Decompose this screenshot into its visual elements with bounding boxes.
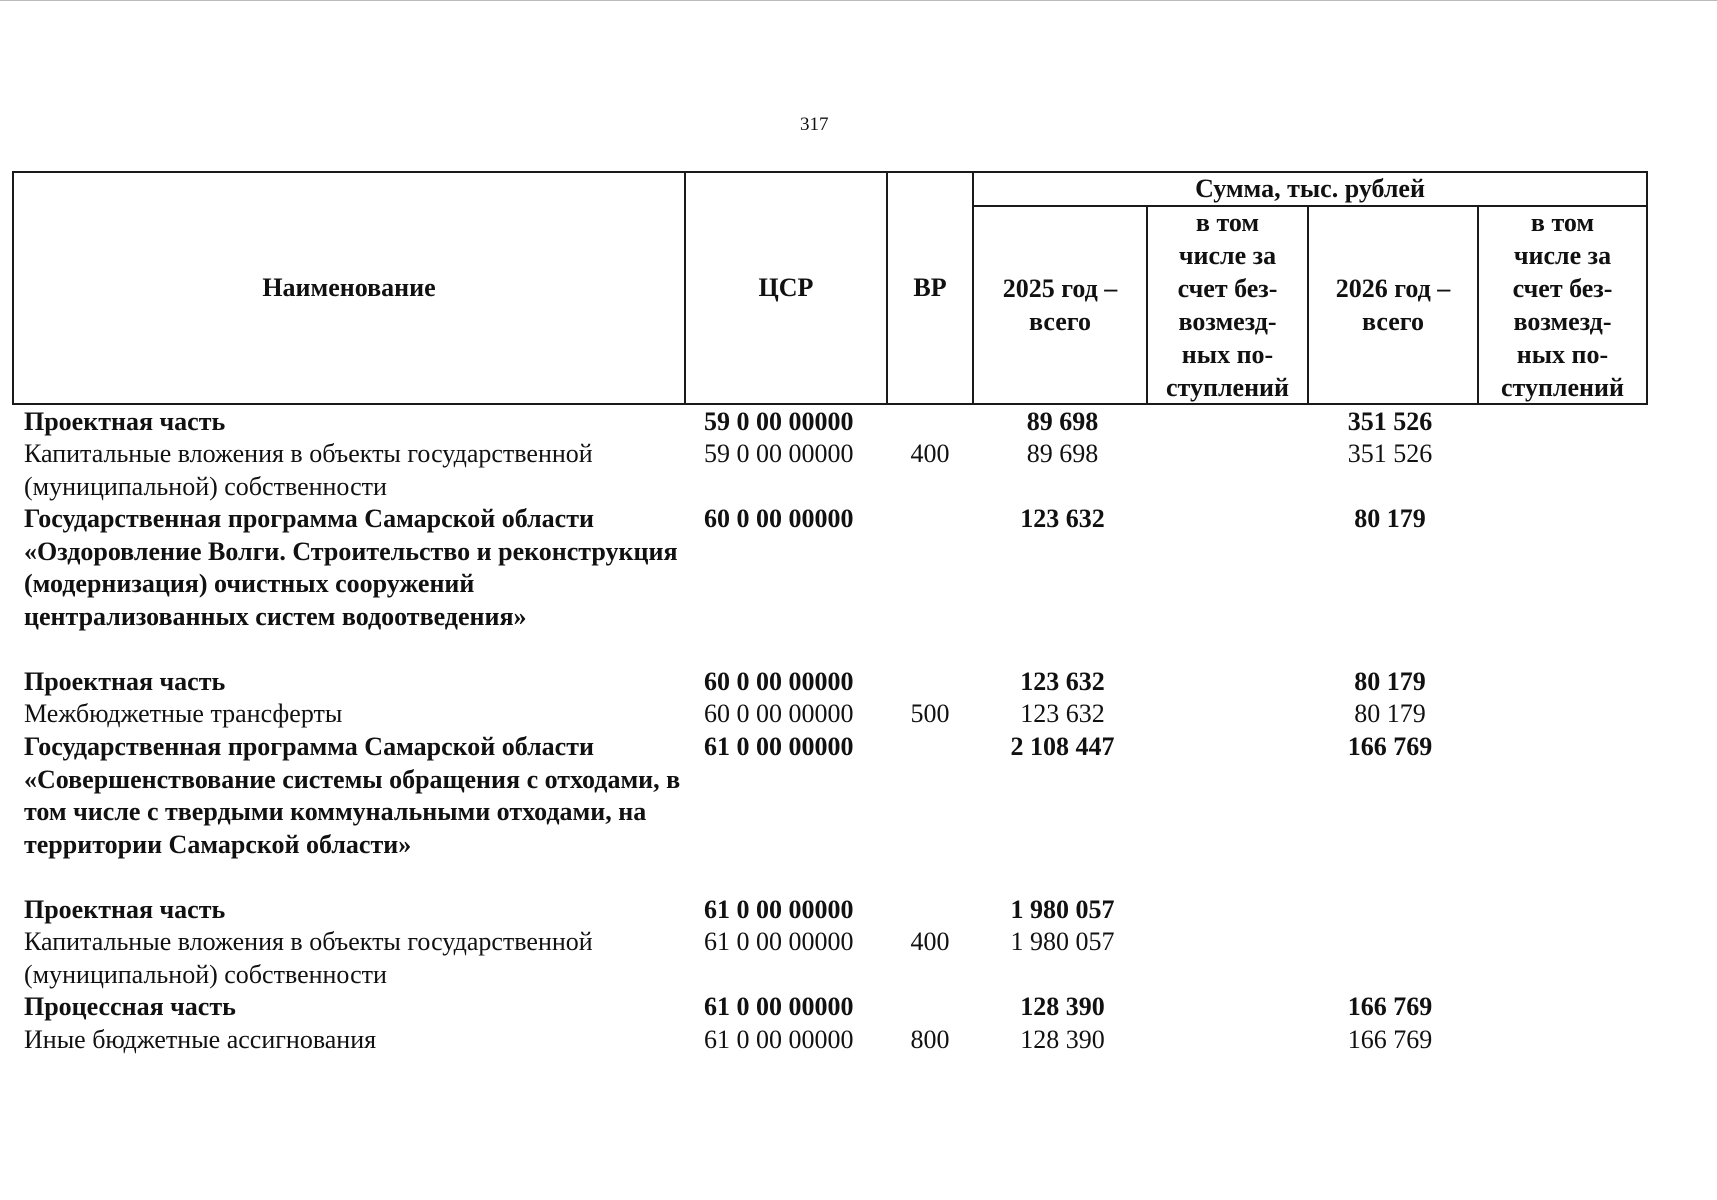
row-value-2026: 80 179 [1354,504,1426,533]
col-header-2025-total: 2025 год – всего [1002,274,1118,336]
col-header-sum-group: Сумма, тыс. рублей [1195,173,1425,203]
page-top-rule [0,0,1717,1]
col-header-csr: ЦСР [758,272,814,302]
row-value-2026: 166 769 [1347,1025,1433,1054]
row-value-2025: 89 698 [1026,439,1099,468]
row-value-2025: 123 632 [1020,667,1105,696]
row-csr: 60 0 00 00000 [704,667,854,696]
row-value-2025: 1 980 057 [1010,895,1115,924]
row-value-2026: 166 769 [1347,732,1433,761]
row-csr: 61 0 00 00000 [704,992,854,1021]
row-value-2025: 89 698 [1026,407,1099,436]
row-csr: 60 0 00 00000 [704,504,854,533]
row-vr: 800 [910,1025,950,1054]
row-csr: 59 0 00 00000 [704,407,854,436]
page-number: 317 [800,114,829,135]
table-header [12,171,1648,405]
row-name: Капитальные вложения в объекты государственной (муниципальной) собственности [24,927,593,989]
row-name: Проектная часть [24,407,226,436]
row-value-2026: 351 526 [1347,439,1433,468]
row-name: Проектная часть [24,895,226,924]
row-vr: 500 [910,699,950,728]
row-csr: 59 0 00 00000 [704,439,854,468]
row-value-2025: 1 980 057 [1010,927,1115,956]
col-header-vr: ВР [913,272,947,302]
row-csr: 61 0 00 00000 [704,927,854,956]
header-border-bottom [12,403,1648,405]
row-value-2026: 80 179 [1354,699,1426,728]
row-name: Проектная часть [24,667,226,696]
row-vr: 400 [910,439,950,468]
col-header-2026-free: в том числе за счет без-возмезд-ных по-ступлений [1500,208,1625,402]
row-vr: 400 [910,927,950,956]
row-name: Иные бюджетные ассигнования [24,1025,377,1054]
col-header-2025-free: в том числе за счет без-возмезд-ных по-ступлений [1166,208,1290,402]
col-header-2026-total: 2026 год – всего [1335,274,1451,336]
row-name: Капитальные вложения в объекты государственной (муниципальной) собственности [24,439,593,501]
row-value-2026: 351 526 [1347,407,1433,436]
row-value-2025: 123 632 [1020,699,1105,728]
row-name: Государственная программа Самарской области «Совершенствование системы обращения с отходами, в том числе с твердыми коммунальными отходами, на территории Самарской области» [24,732,681,859]
row-name: Процессная часть [24,992,236,1021]
row-name: Межбюджетные трансферты [24,699,343,728]
row-value-2026: 166 769 [1347,992,1433,1021]
row-csr: 61 0 00 00000 [704,732,854,761]
row-csr: 61 0 00 00000 [704,1025,854,1054]
row-csr: 60 0 00 00000 [704,699,854,728]
row-value-2025: 123 632 [1020,504,1105,533]
row-value-2026: 80 179 [1354,667,1426,696]
row-value-2025: 128 390 [1020,1025,1105,1054]
row-name: Государственная программа Самарской области «Оздоровление Волги. Строительство и реконструкция (модернизация) очистных сооружений централизованных систем водоотведения» [24,504,678,631]
col-header-name: Наименование [262,272,436,302]
row-value-2025: 128 390 [1020,992,1105,1021]
row-value-2025: 2 108 447 [1010,732,1115,761]
row-csr: 61 0 00 00000 [704,895,854,924]
